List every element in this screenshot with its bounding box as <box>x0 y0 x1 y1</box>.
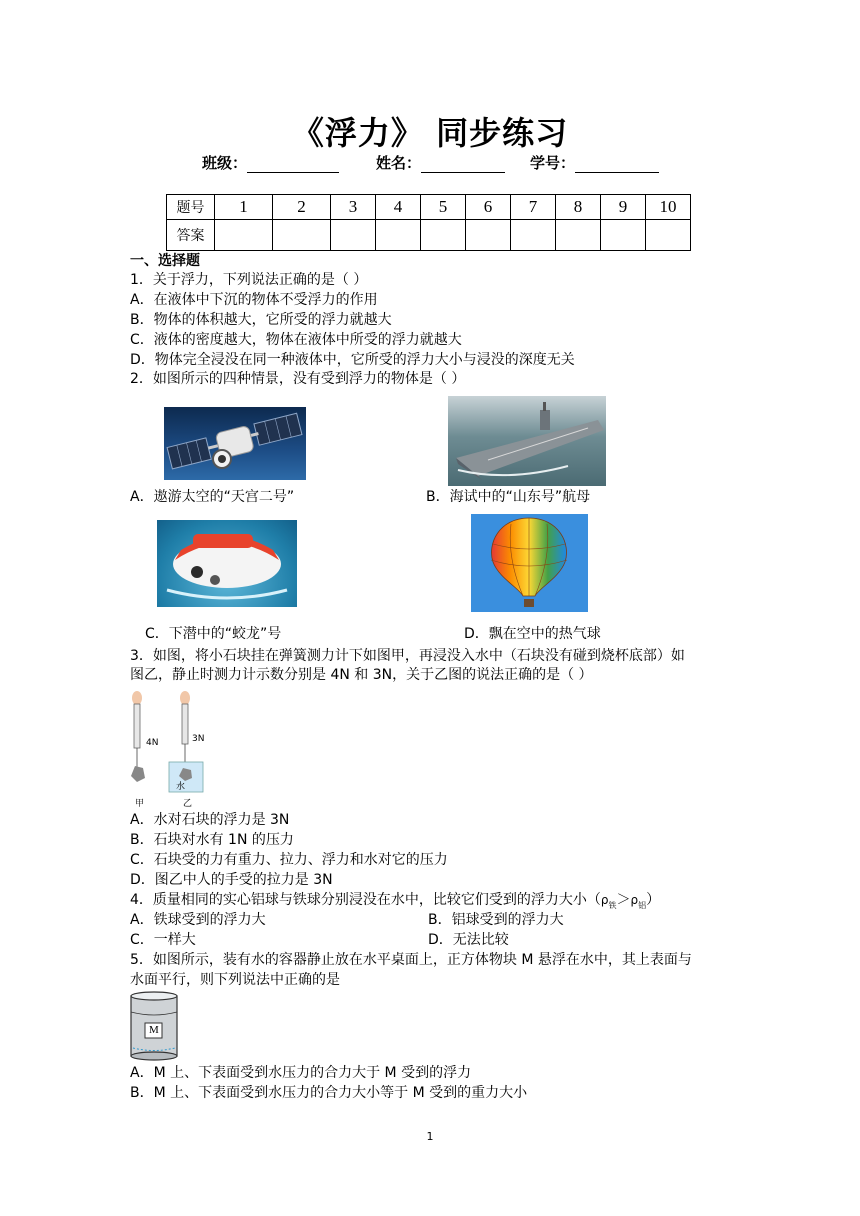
q4-option-d: D．无法比较 <box>428 932 509 948</box>
answer-cell[interactable] <box>466 220 511 251</box>
q3-stem-line2: 图乙，静止时测力计示数分别是 4N 和 3N，关于乙图的说法正确的是（ ） <box>130 667 593 683</box>
block-m-label: M <box>149 1024 159 1036</box>
answer-table <box>166 194 691 251</box>
page-title: 《浮力》 同步练习 <box>291 114 569 152</box>
question-number: 3 <box>331 195 376 220</box>
answer-cell[interactable] <box>646 220 691 251</box>
answer-cell[interactable] <box>421 220 466 251</box>
answer-cell[interactable] <box>511 220 556 251</box>
question-number: 2 <box>273 195 331 220</box>
q4-option-a: A．铁球受到的浮力大 <box>130 912 266 928</box>
question-number: 9 <box>601 195 646 220</box>
question-number: 7 <box>511 195 556 220</box>
greater-than: ＞ <box>616 892 631 908</box>
q2-option-d: D．飘在空中的热气球 <box>464 626 601 642</box>
class-blank[interactable] <box>247 158 339 173</box>
q1-option-d: D．物体完全浸没在同一种液体中，它所受的浮力大小与浸没的深度无关 <box>130 352 575 368</box>
q1-option-c: C．液体的密度越大，物体在液体中所受的浮力就越大 <box>130 332 462 348</box>
row-label: 答案 <box>167 220 215 251</box>
label-yi: 乙 <box>183 799 193 808</box>
q5-stem-line1: 5．如图所示，装有水的容器静止放在水平桌面上，正方体物块 M 悬浮在水中，其上表面与 <box>130 952 692 968</box>
row-label: 题号 <box>167 195 215 220</box>
question-number: 8 <box>556 195 601 220</box>
question-number: 1 <box>215 195 273 220</box>
q3-option-b: B．石块对水有 1N 的压力 <box>130 832 294 848</box>
answer-cell[interactable] <box>556 220 601 251</box>
q1-stem: 1．关于浮力，下列说法正确的是（ ） <box>130 272 368 288</box>
answer-cell[interactable] <box>273 220 331 251</box>
name-field <box>376 152 505 173</box>
question-number: 10 <box>646 195 691 220</box>
q1-option-a: A．在液体中下沉的物体不受浮力的作用 <box>130 292 378 308</box>
class-field <box>202 152 339 173</box>
q2-option-c: C．下潜中的“蛟龙”号 <box>145 626 282 642</box>
hot-air-balloon-image <box>471 514 588 612</box>
name-blank[interactable] <box>421 158 505 173</box>
q2-option-b: B．海试中的“山东号”航母 <box>426 489 591 505</box>
q4-option-b: B．铝球受到的浮力大 <box>428 912 564 928</box>
answer-row <box>167 220 691 251</box>
q3-option-a: A．水对石块的浮力是 3N <box>130 812 290 828</box>
subscript-fe: 铁 <box>608 900 617 910</box>
q4-option-c: C．一样大 <box>130 932 196 948</box>
q5-stem-line2: 水面平行，则下列说法中正确的是 <box>130 972 340 988</box>
q4-stem-close: ） <box>646 892 661 908</box>
label-3n: 3N <box>192 734 205 744</box>
question-number: 4 <box>376 195 421 220</box>
carrier-image <box>448 396 606 486</box>
answer-cell[interactable] <box>215 220 273 251</box>
answer-cell[interactable] <box>331 220 376 251</box>
jiaolong-image <box>157 520 297 607</box>
section-heading: 一、选择题 <box>130 253 200 269</box>
q1-option-b: B．物体的体积越大，它所受的浮力就越大 <box>130 312 392 328</box>
q3-stem-line1: 3．如图，将小石块挂在弹簧测力计下如图甲，再浸没入水中（石块没有碰到烧杯底部）如 <box>130 648 685 664</box>
spring-scale-figure <box>125 690 215 808</box>
tiangong-image <box>164 407 306 480</box>
q3-option-d: D．图乙中人的手受的拉力是 3N <box>130 872 333 888</box>
q2-stem: 2．如图所示的四种情景，没有受到浮力的物体是（ ） <box>130 371 466 387</box>
q5-option-b: B．M 上、下表面受到水压力的合力大小等于 M 受到的重力大小 <box>130 1085 528 1101</box>
q2-option-a: A．遨游太空的“天宫二号” <box>130 489 295 505</box>
question-number: 5 <box>421 195 466 220</box>
student-id-label: 学号： <box>530 154 576 172</box>
answer-cell[interactable] <box>376 220 421 251</box>
question-number: 6 <box>466 195 511 220</box>
rho-symbol: ρ <box>630 893 639 907</box>
student-id-blank[interactable] <box>575 158 659 173</box>
question-number-row <box>167 195 691 220</box>
q3-option-c: C．石块受的力有重力、拉力、浮力和水对它的压力 <box>130 852 448 868</box>
student-id-field <box>530 152 659 173</box>
label-4n: 4N <box>146 738 159 748</box>
answer-cell[interactable] <box>601 220 646 251</box>
rho-symbol: ρ <box>600 893 609 907</box>
q5-option-a: A．M 上、下表面受到水压力的合力大于 M 受到的浮力 <box>130 1065 472 1081</box>
q4-stem-text: 4．质量相同的实心铝球与铁球分别浸没在水中，比较它们受到的浮力大小（ <box>130 892 601 908</box>
label-water: 水 <box>176 782 186 792</box>
class-label: 班级： <box>202 154 248 172</box>
name-label: 姓名： <box>376 154 422 172</box>
subscript-al: 铝 <box>638 900 647 910</box>
container-figure <box>128 990 180 1062</box>
label-jia: 甲 <box>135 799 145 808</box>
page-number: 1 <box>426 1130 434 1143</box>
